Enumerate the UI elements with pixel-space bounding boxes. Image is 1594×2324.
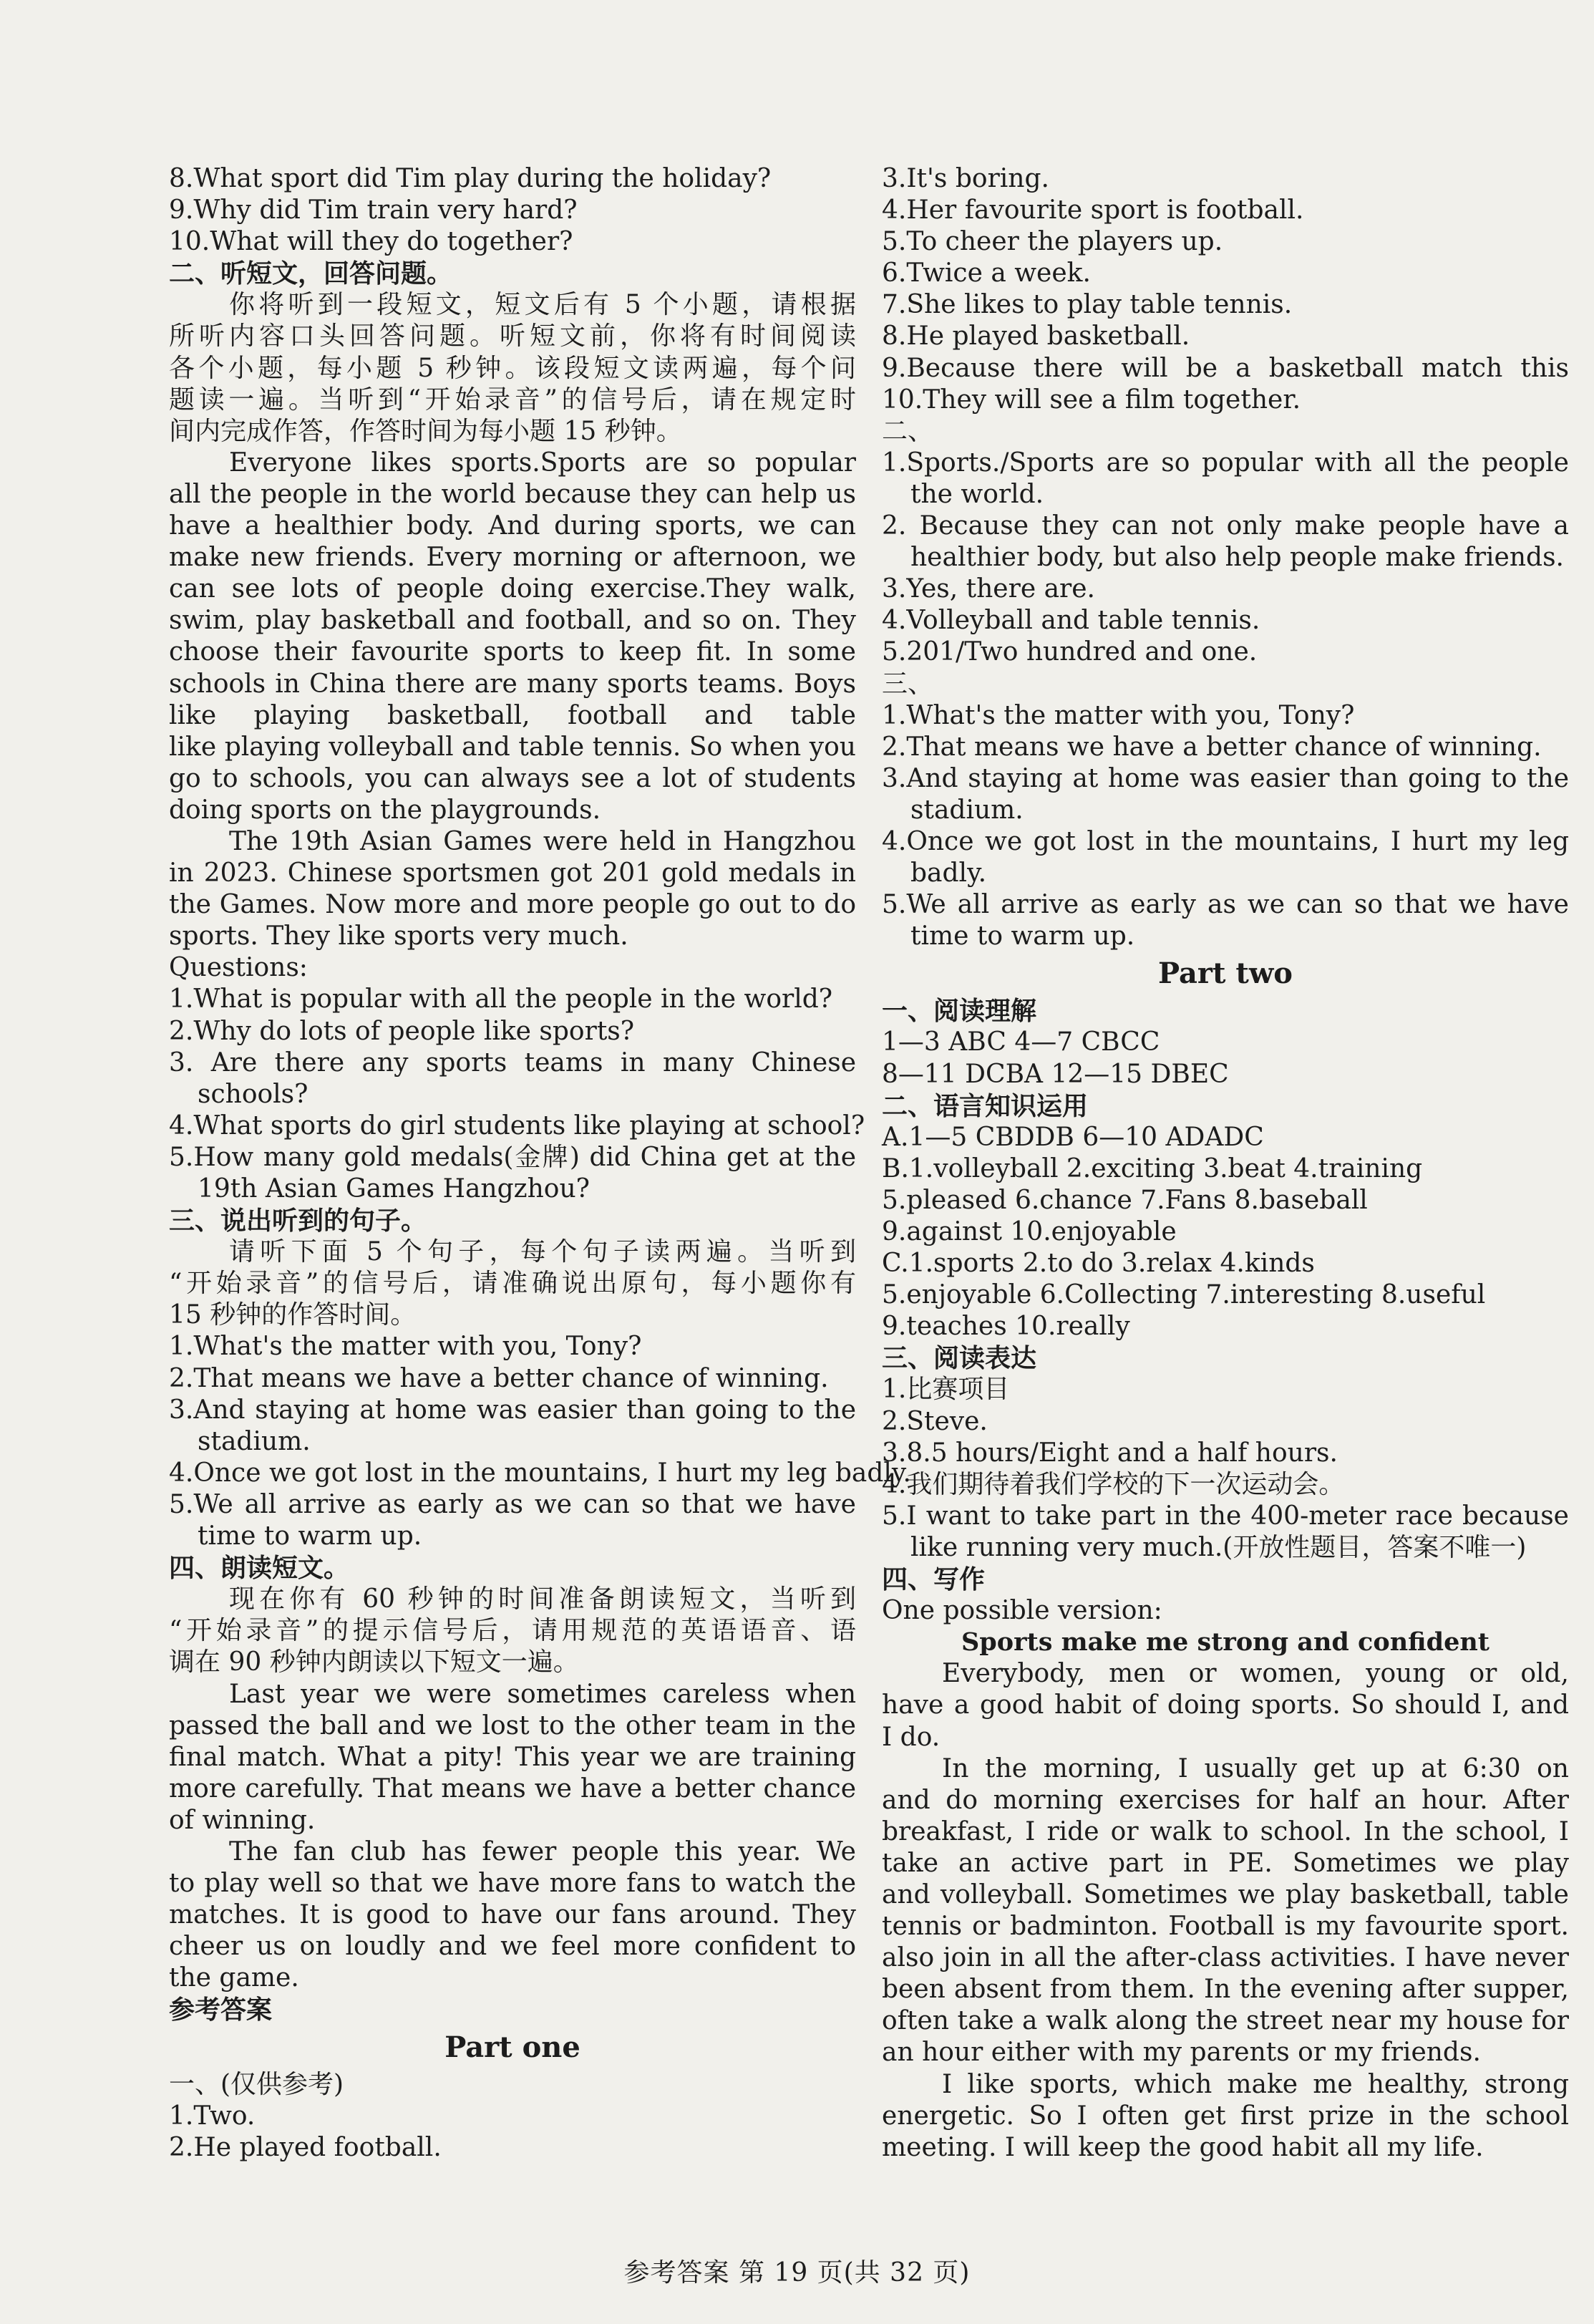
right-text-line: 10.They will see a film together. (882, 384, 1301, 415)
right-text-line: meeting. I will keep the good habit all my life. (882, 2132, 1484, 2162)
left-text-line: Questions: (169, 953, 308, 983)
right-text-line: In the morning, I usually get up at 6:30 on (942, 1753, 1569, 1783)
left-text-line: 二、听短文，回答问题。 (169, 258, 453, 289)
right-text-line: stadium. (910, 795, 1024, 825)
left-text-line: 1.What is popular with all the people in the world? (169, 984, 833, 1015)
left-text-line: 3. Are there any sports teams in many Chinese (169, 1047, 856, 1078)
left-text-line: The 19th Asian Games were held in Hangzhou (229, 826, 856, 856)
left-text-line: 现在你有 60 秒钟的时间准备朗读短文，当听到 (229, 1584, 856, 1614)
right-text-line: 4.Once we got lost in the mountains, I hurt my leg (882, 826, 1569, 856)
right-text-line: 1.比赛项目 (882, 1375, 1010, 1405)
left-text-line: 4.What sports do girl students like playing at school? (169, 1110, 865, 1141)
right-text-line: 4.Volleyball and table tennis. (882, 606, 1260, 636)
left-text-line: 你将听到一段短文，短文后有 5 个小题，请根据 (229, 290, 856, 320)
left-text-line: schools? (198, 1079, 308, 1109)
right-text-line: 二、 (882, 416, 934, 446)
right-text-line: often take a walk along the street near my house for (882, 2006, 1569, 2036)
right-text-line: 三、阅读表达 (882, 1343, 1037, 1374)
right-text-line: 5.pleased 6.chance 7.Fans 8.baseball (882, 1185, 1368, 1215)
right-text-line: time to warm up. (910, 921, 1135, 952)
left-text-line: 各个小题，每小题 5 秒钟。该段短文读两遍，每个问 (169, 353, 856, 383)
left-text-line: swim, play basketball and football, and so on. They (169, 606, 856, 636)
left-text-line: 2.That means we have a better chance of winning. (169, 1363, 829, 1393)
right-text-line: B.1.volleyball 2.exciting 3.beat 4.training (882, 1153, 1423, 1183)
left-text-line: 9.Why did Tim train very hard? (169, 195, 578, 226)
right-text-line: I like sports, which make me healthy, strong (942, 2069, 1569, 2099)
right-text-line: breakfast, I ride or walk to school. In the school, I (882, 1816, 1569, 1846)
right-text-line: 5.To cheer the players up. (882, 227, 1223, 257)
right-text-line: and volleyball. Sometimes we play basketball, table (882, 1879, 1569, 1909)
right-text-line: 8.He played basketball. (882, 321, 1190, 352)
page-footer: 参考答案 第 19 页(共 32 页) (623, 2258, 971, 2287)
right-text-line: 3.It's boring. (882, 164, 1049, 193)
left-text-line: 2.Why do lots of people like sports? (169, 1016, 635, 1046)
left-text-line: time to warm up. (198, 1521, 422, 1551)
left-text-line: cheer us on loudly and we feel more confident to (169, 1932, 856, 1962)
left-text-line: 参考答案 (169, 1995, 273, 2025)
right-text-line: 1—3 ABC 4—7 CBCC (882, 1027, 1160, 1057)
right-text-line: badly. (910, 858, 987, 889)
right-text-line: like running very much.(开放性题目，答案不唯一) (910, 1532, 1527, 1562)
right-text-line: 2. Because they can not only make people have a (882, 511, 1569, 541)
right-text-line: 1.What's the matter with you, Tony? (882, 700, 1355, 730)
right-text-line: 一、阅读理解 (882, 996, 1037, 1027)
left-text-line: Last year we were sometimes careless when (229, 1679, 856, 1709)
left-text-line: make new friends. Every morning or afternoon, we (169, 543, 856, 573)
right-text-line: 5.I want to take part in the 400-meter race because (882, 1501, 1569, 1531)
left-text-line: have a healthier body. And during sports, we can (169, 511, 856, 541)
left-text-line: 所听内容口头回答问题。听短文前，你将有时间阅读 (169, 321, 856, 352)
right-text-line: 5.enjoyable 6.Collecting 7.interesting 8.useful (882, 1280, 1486, 1310)
left-text-line: 8.What sport did Tim play during the holiday? (169, 164, 772, 193)
right-text-line: 3.Yes, there are. (882, 574, 1095, 604)
left-text-line: 19th Asian Games Hangzhou? (198, 1174, 590, 1204)
left-column (169, 163, 911, 2164)
left-text-line: like playing basketball, football and table (169, 700, 856, 730)
right-text-line: 4.我们期待着我们学校的下一次运动会。 (882, 1469, 1345, 1499)
left-text-line: “开始录音”的提示信号后，请用规范的英语语音、语 (169, 1616, 856, 1646)
right-text-line: and do morning exercises for half an hour. After (882, 1785, 1569, 1815)
right-text-line: 四、写作 (882, 1564, 986, 1595)
left-text-line: of winning. (169, 1805, 316, 1835)
left-text-line: 3.And staying at home was easier than going to the (169, 1395, 856, 1425)
right-text-line: 9.teaches 10.really (882, 1312, 1130, 1342)
left-text-line: 调在 90 秒钟内朗读以下短文一遍。 (169, 1647, 579, 1677)
right-text-line: Part two (1158, 957, 1293, 991)
left-text-line: can see lots of people doing exercise.They walk, (169, 574, 856, 604)
left-text-line: 1.Two. (169, 2101, 256, 2131)
right-text-line: Sports make me strong and confident (961, 1627, 1489, 1657)
right-text-line: 3.8.5 hours/Eight and a half hours. (882, 1438, 1338, 1468)
left-text-line: 15 秒钟的作答时间。 (169, 1300, 417, 1330)
left-text-line: Everyone likes sports.Sports are so popular (229, 447, 856, 478)
right-text-line: 二、语言知识运用 (882, 1090, 1089, 1121)
left-text-line: more carefully. That means we have a better chance (169, 1773, 856, 1803)
right-text-line: the world. (910, 479, 1044, 509)
left-text-line: 四、朗读短文。 (169, 1553, 350, 1584)
right-text-line: been absent from them. In the evening after supper, (882, 1975, 1569, 2005)
right-text-line: 9.against 10.enjoyable (882, 1217, 1177, 1246)
right-text-line: 三、 (882, 669, 934, 699)
right-column (882, 163, 1569, 2164)
right-text-line: 5.We all arrive as early as we can so that we have (882, 890, 1569, 920)
right-text-line: One possible version: (882, 1596, 1162, 1626)
left-text-line: “开始录音”的信号后，请准确说出原句，每小题你有 (169, 1269, 856, 1299)
left-text-line: go to schools, you can always see a lot of students (169, 763, 856, 793)
left-text-line: 5.How many gold medals(金牌) did China get at the (169, 1142, 856, 1172)
right-text-line: I do. (882, 1722, 941, 1752)
left-text-line: choose their favourite sports to keep fit. In some (169, 637, 856, 667)
left-text-line: final match. What a pity! This year we are training (169, 1742, 856, 1772)
left-text-line: 三、说出听到的句子。 (169, 1206, 427, 1236)
right-text-line: an hour either with my parents or my friends. (882, 2038, 1481, 2068)
left-text-line: 10.What will they do together? (169, 227, 573, 257)
right-text-line: healthier body, but also help people make friends. (910, 543, 1564, 573)
right-text-line: take an active part in PE. Sometimes we play (882, 1848, 1569, 1878)
right-text-line: C.1.sports 2.to do 3.relax 4.kinds (882, 1249, 1315, 1279)
right-text-line: 4.Her favourite sport is football. (882, 195, 1304, 226)
right-text-line: 5.201/Two hundred and one. (882, 637, 1258, 667)
right-text-line: 2.That means we have a better chance of winning. (882, 732, 1542, 762)
left-text-line: 间内完成作答，作答时间为每小题 15 秒钟。 (169, 416, 682, 446)
left-text-line: 5.We all arrive as early as we can so that we have (169, 1489, 856, 1519)
left-text-line: 4.Once we got lost in the mountains, I hurt my leg badly. (169, 1458, 911, 1488)
left-text-line: passed the ball and we lost to the other team in the (169, 1710, 856, 1740)
left-text-line: 一、(仅供参考) (169, 2069, 344, 2099)
right-text-line: have a good habit of doing sports. So should I, and (882, 1690, 1569, 1720)
left-text-line: 2.He played football. (169, 2132, 442, 2162)
left-text-line: the game. (169, 1963, 299, 1993)
left-text-line: doing sports on the playgrounds. (169, 795, 601, 825)
right-text-line: 9.Because there will be a basketball match this (882, 353, 1569, 383)
right-text-line: 2.Steve. (882, 1406, 988, 1436)
right-text-line: 1.Sports./Sports are so popular with all the people (882, 447, 1569, 478)
left-text-line: sports. They like sports very much. (169, 921, 628, 952)
left-text-line: like playing volleyball and table tennis. So when you (169, 732, 856, 762)
left-text-line: in 2023. Chinese sportsmen got 201 gold medals in (169, 858, 856, 889)
right-text-line: 3.And staying at home was easier than going to the (882, 763, 1569, 793)
left-text-line: the Games. Now more and more people go out to do (169, 890, 856, 920)
right-text-line: also join in all the after-class activities. I have never (882, 1943, 1569, 1973)
left-text-line: all the people in the world because they can help us (169, 479, 856, 509)
left-text-line: schools in China there are many sports teams. Boys (169, 669, 856, 699)
right-text-line: 6.Twice a week. (882, 258, 1091, 289)
right-text-line: tennis or badminton. Football is my favourite sport. (882, 1912, 1569, 1942)
right-text-line: 7.She likes to play table tennis. (882, 290, 1293, 320)
left-text-line: to play well so that we have more fans to watch the (169, 1869, 856, 1899)
right-text-line: 8—11 DCBA 12—15 DBEC (882, 1059, 1229, 1089)
left-text-line: 题读一遍。当听到“开始录音”的信号后，请在规定时 (169, 384, 856, 415)
left-text-line: The fan club has fewer people this year. We (229, 1836, 856, 1867)
left-text-line: Part one (444, 2030, 580, 2064)
left-text-line: 1.What's the matter with you, Tony? (169, 1332, 642, 1362)
left-text-line: stadium. (198, 1426, 311, 1456)
right-text-line: A.1—5 CBDDB 6—10 ADADC (882, 1122, 1264, 1152)
left-text-line: matches. It is good to have our fans around. They (169, 1900, 856, 1930)
right-text-line: Everybody, men or women, young or old, (942, 1659, 1569, 1689)
right-text-line: energetic. So I often get first prize in the school (882, 2101, 1569, 2131)
left-text-line: 请听下面 5 个句子，每个句子读两遍。当听到 (229, 1237, 856, 1267)
